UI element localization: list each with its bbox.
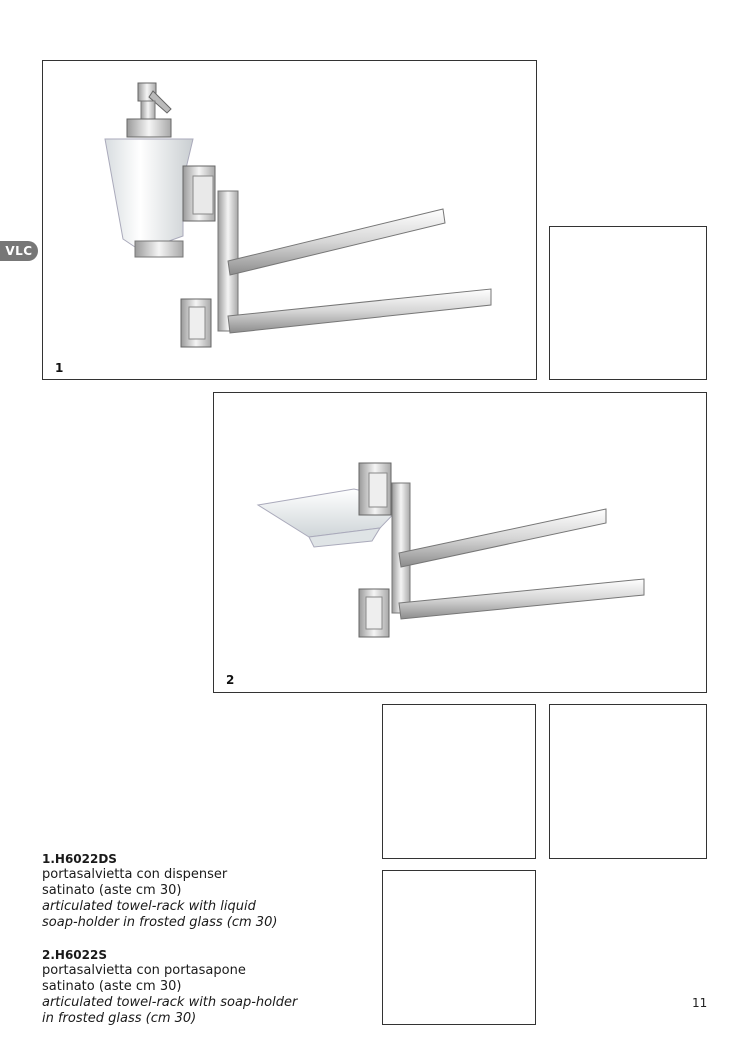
photo-number: 2 bbox=[226, 673, 235, 687]
description-italian: portasalvietta con dispenser bbox=[42, 867, 228, 882]
color-swatch-box bbox=[382, 704, 536, 859]
description-english: articulated towel-rack with soap-holder bbox=[42, 995, 298, 1010]
product-photo-1 bbox=[42, 60, 537, 380]
product-code: 2.H6022S bbox=[42, 948, 107, 962]
description-italian: satinato (aste cm 30) bbox=[42, 979, 182, 994]
photo-number: 1 bbox=[55, 361, 64, 375]
description-english: soap-holder in frosted glass (cm 30) bbox=[42, 915, 278, 930]
towel-rack-dispenser-image bbox=[43, 61, 536, 379]
product-photo-2 bbox=[213, 392, 707, 693]
description-english: articulated towel-rack with liquid bbox=[42, 899, 256, 914]
towel-rack-soap-holder-image bbox=[214, 393, 706, 692]
page-number: 11 bbox=[692, 996, 708, 1010]
description-italian: portasalvietta con portasapone bbox=[42, 963, 246, 978]
color-swatch-box bbox=[549, 226, 707, 380]
product-code: 1.H6022DS bbox=[42, 852, 117, 866]
color-swatch-box bbox=[382, 870, 536, 1025]
description-english: in frosted glass (cm 30) bbox=[42, 1011, 197, 1026]
product-captions bbox=[42, 851, 372, 1027]
description-italian: satinato (aste cm 30) bbox=[42, 883, 182, 898]
color-swatch-box bbox=[549, 704, 707, 859]
section-tab: VLC bbox=[0, 241, 38, 261]
